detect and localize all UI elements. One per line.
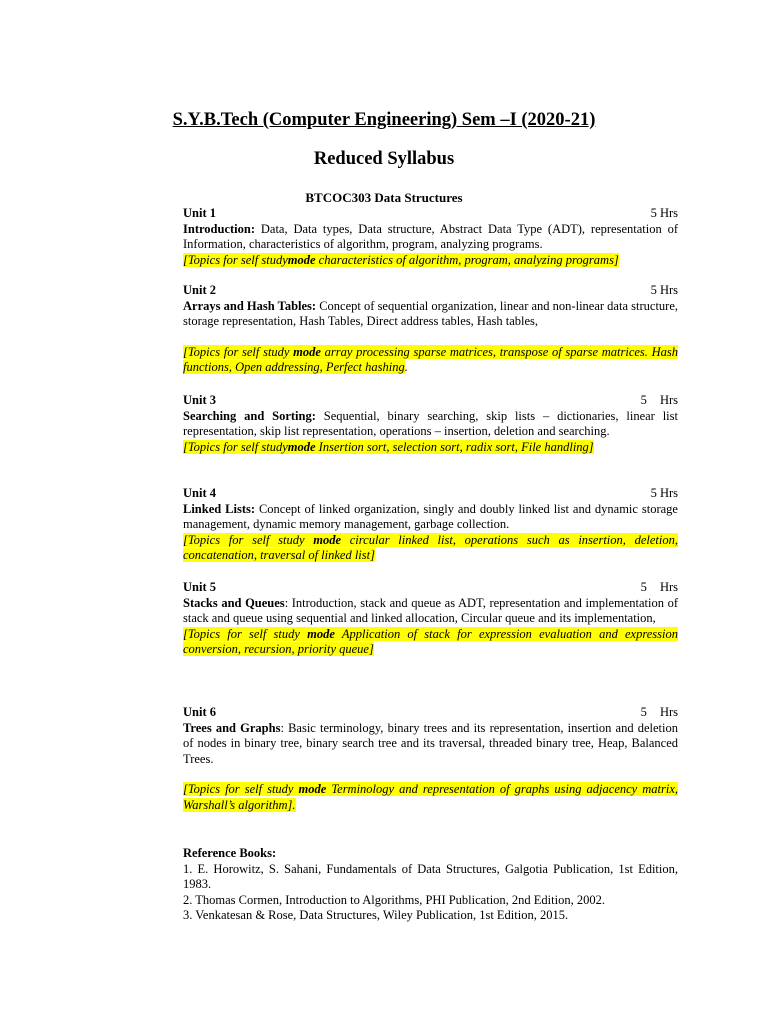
unit-topic-text: Data, Data types, Data structure, Abstract Data Type (ADT), representation of Information, characteristics of algorithm, program, analyzing programs. <box>183 221 678 251</box>
self-study-mode: mode <box>298 782 327 796</box>
self-study-topics: Insertion sort, selection sort, radix sort, File handling] <box>315 439 594 454</box>
self-study-prefix: [Topics for self study <box>183 532 305 547</box>
unit-title: Unit 5 <box>183 580 216 594</box>
reference-item: 2. Thomas Cormen, Introduction to Algorithms, PHI Publication, 2nd Edition, 2002. <box>183 892 605 907</box>
self-study-topics: circular linked list, operations such as insertion, deletion, concatenation, traversal of linked list] <box>183 532 679 562</box>
self-study-prefix: [Topics for self study <box>183 626 300 641</box>
self-study-prefix: [Topics for self study <box>183 439 288 454</box>
reference-books-heading: Reference Books: <box>183 846 277 860</box>
unit-description <box>183 502 678 533</box>
unit-hours: 5 Hrs <box>650 486 678 500</box>
self-study-mode: mode <box>293 344 321 359</box>
unit-topic-text: : Introduction, stack and queue as ADT, representation and implementation of stack and queue using sequential and linked allocation, Circular queue and its implementation, <box>183 595 678 625</box>
unit-topic-text: : Basic terminology, binary trees and its representation, insertion and deletion of nodes in binary tree, binary search tree and its traversal, threaded binary tree, Heap, Balanced Trees. <box>183 720 679 766</box>
unit-3-section <box>183 393 678 455</box>
unit-hours: 5 Hrs <box>650 206 678 220</box>
unit-description <box>183 222 678 253</box>
unit-hours: 5 Hrs <box>640 705 678 719</box>
unit-topic-heading: Trees and Graphs <box>183 720 281 735</box>
self-study-prefix: [Topics for self study <box>183 782 294 796</box>
unit-hours: 5 Hrs <box>640 393 678 407</box>
unit-title: Unit 1 <box>183 206 216 220</box>
unit-title: Unit 3 <box>183 393 216 407</box>
unit-topic-heading: Searching and Sorting: <box>183 408 316 423</box>
unit-description <box>183 596 678 627</box>
unit-title: Unit 4 <box>183 486 216 500</box>
unit-header <box>183 705 678 721</box>
self-study-note <box>183 345 678 376</box>
self-study-note <box>183 782 678 813</box>
self-study-suffix: . <box>404 360 408 374</box>
self-study-topics: Application of stack for expression evaluation and expression conversion, recursion, priority queue] <box>183 626 679 656</box>
unit-1-section <box>183 206 678 268</box>
unit-topic-heading: Arrays and Hash Tables: <box>183 298 317 313</box>
unit-topic-text: Concept of linked organization, singly and doubly linked list and dynamic storage management, dynamic memory management, garbage collection. <box>183 501 678 531</box>
self-study-note <box>183 533 678 564</box>
course-title: BTCOC303 Data Structures <box>305 190 463 205</box>
unit-header <box>183 283 678 299</box>
self-study-mode: mode <box>313 532 342 547</box>
unit-4-section <box>183 486 678 564</box>
reference-item: 1. E. Horowitz, S. Sahani, Fundamentals of Data Structures, Galgotia Publication, 1st Edition, 1983. <box>183 861 678 891</box>
unit-hours: 5 Hrs <box>650 283 678 297</box>
self-study-note <box>183 627 678 658</box>
document-title: S.Y.B.Tech (Computer Engineering) Sem –I (2020-21) <box>172 110 596 130</box>
document-subtitle: Reduced Syllabus <box>313 149 455 169</box>
self-study-prefix: [Topics for self study <box>183 252 288 267</box>
unit-topic-text: Concept of sequential organization, linear and non-linear data structure, storage representation, Hash Tables, Direct address tables, Hash tables, <box>183 298 678 328</box>
unit-header <box>183 486 678 502</box>
unit-topic-heading: Introduction: <box>183 221 256 236</box>
self-study-topics: Terminology and representation of graphs using adjacency matrix, Warshall’s algorithm]. <box>183 782 679 812</box>
self-study-mode: mode <box>307 626 335 641</box>
unit-title: Unit 6 <box>183 705 216 719</box>
self-study-prefix: [Topics for self study <box>183 344 290 359</box>
unit-description <box>183 721 678 768</box>
reference-books-section <box>183 846 678 924</box>
self-study-note <box>183 440 678 456</box>
unit-header <box>183 393 678 409</box>
self-study-mode: mode <box>287 252 316 267</box>
reference-item: 3. Venkatesan & Rose, Data Structures, Wiley Publication, 1st Edition, 2015. <box>183 908 569 922</box>
self-study-note <box>183 253 678 269</box>
unit-topic-heading: Stacks and Queues <box>183 595 285 610</box>
unit-header <box>183 580 678 596</box>
unit-topic-text: Sequential, binary searching, skip lists – dictionaries, linear list representation, skip list representation, operations – insertion, deletion and searching. <box>183 408 678 438</box>
unit-description <box>183 299 678 330</box>
unit-topic-heading: Linked Lists: <box>183 501 256 516</box>
unit-2-section <box>183 283 678 376</box>
self-study-topics: array processing sparse matrices, transpose of sparse matrices. Hash functions, Open addressing, Perfect hashing <box>183 344 679 374</box>
unit-header <box>183 206 678 222</box>
unit-hours: 5 Hrs <box>640 580 678 594</box>
unit-5-section <box>183 580 678 658</box>
unit-6-section <box>183 705 678 813</box>
unit-title: Unit 2 <box>183 283 216 297</box>
self-study-topics: characteristics of algorithm, program, analyzing programs] <box>315 252 619 267</box>
self-study-mode: mode <box>287 439 316 454</box>
unit-description <box>183 409 678 440</box>
